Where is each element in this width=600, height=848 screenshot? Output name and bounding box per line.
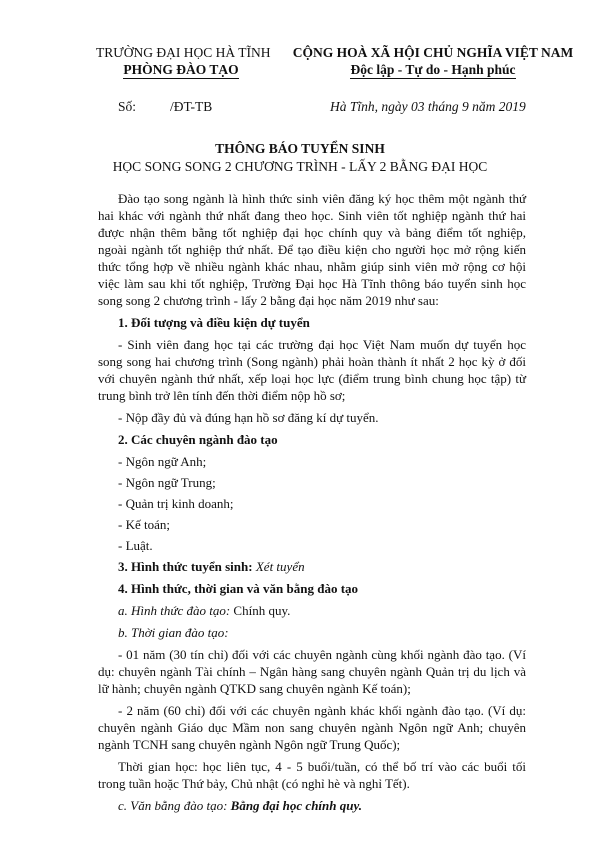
number-value: /ĐT-TB xyxy=(170,99,213,114)
document-subtitle: HỌC SONG SONG 2 CHƯƠNG TRÌNH - LẤY 2 BẰNG ĐẠI HỌC xyxy=(112,159,488,174)
title-block xyxy=(60,140,540,175)
section-4-heading: 4. Hình thức, thời gian và văn bằng đào tạo xyxy=(118,581,359,596)
document-number xyxy=(118,98,212,115)
department-name: PHÒNG ĐÀO TẠO xyxy=(123,62,239,77)
degree-label: c. Văn bằng đào tạo: xyxy=(118,798,228,813)
duration-other-group: - 2 năm (60 chỉ) đối với các chuyên ngành khác khối ngành đào tạo. (Ví dụ: chuyên ngành Giáo dục Mầm non sang chuyên ngành Ngôn ngữ Anh; chuyên ngành TCNH sang chuyên ngành Ngôn ngữ Trung Quốc); xyxy=(98,703,526,752)
list-item: - Ngôn ngữ Anh; xyxy=(118,454,207,469)
place-and-date: Hà Tĩnh, ngày 03 tháng 9 năm 2019 xyxy=(330,99,526,114)
training-form-label: a. Hình thức đào tạo: xyxy=(118,603,231,618)
country-name: CỘNG HOÀ XÃ HỘI CHỦ NGHĨA VIỆT NAM xyxy=(292,45,574,60)
list-item: - Luật. xyxy=(118,538,153,553)
section-1-paragraph-2: - Nộp đầy đủ và đúng hạn hồ sơ đăng kí dự tuyển. xyxy=(118,410,379,425)
issuing-organization xyxy=(96,44,271,79)
admission-method: Xét tuyển xyxy=(255,559,305,574)
degree-value: Bằng đại học chính quy. xyxy=(230,798,363,813)
training-duration-label: b. Thời gian đào tạo: xyxy=(118,625,229,640)
majors-list xyxy=(98,453,526,554)
degree-line xyxy=(98,797,526,814)
study-schedule: Thời gian học: học liên tục, 4 - 5 buổi/tuần, có thể bố trí vào các buổi tối trong tuần hoặc Thứ bảy, Chủ nhật (có nghỉ hè và nghỉ Tết). xyxy=(98,759,526,791)
section-2-heading: 2. Các chuyên ngành đào tạo xyxy=(118,432,278,447)
training-form-value: Chính quy. xyxy=(233,603,291,618)
list-item: - Kế toán; xyxy=(118,517,170,532)
section-1-paragraph-1: - Sinh viên đang học tại các trường đại học Việt Nam muốn dự tuyển học song song hai chương trình (Song ngành) phải hoàn thành ít nhất 2 học kỳ ở đối với chuyên ngành thứ nhất, xếp loại học lực (điểm trung bình chung học tập) từ trung bình trở lên tính đến thời điểm nộp hồ sơ; xyxy=(98,337,526,403)
national-header xyxy=(288,44,578,79)
national-motto: Độc lập - Tự do - Hạnh phúc xyxy=(350,62,516,77)
section-1-heading: 1. Đối tượng và điều kiện dự tuyển xyxy=(118,315,310,330)
training-form-line xyxy=(98,602,526,619)
number-label: Số: xyxy=(118,99,137,114)
list-item: - Quản trị kinh doanh; xyxy=(118,496,234,511)
list-item: - Ngôn ngữ Trung; xyxy=(118,475,216,490)
document-body xyxy=(98,190,526,819)
section-3-heading: 3. Hình thức tuyển sinh xyxy=(118,559,249,574)
intro-paragraph: Đào tạo song ngành là hình thức sinh viên đăng ký học thêm một ngành thứ hai khác với ngành thứ nhất đang theo học. Sinh viên tốt nghiệp ngành thứ hai được nhận thêm bằng tốt nghiệp đại học chính quy và bảng điểm tốt nghiệp, ngoài ngành tốt nghiệp thứ nhất. Để tạo điều kiện cho người học mở rộng kiến thức tổng hợp về nhiều ngành khác nhau, nhằm giúp sinh viên mở rộng cơ hội việc làm sau khi tốt nghiệp, Trường Đại học Hà Tĩnh thông báo tuyển sinh học song song 2 chương trình - lấy 2 bằng đại học năm 2019 như sau: xyxy=(98,191,526,308)
duration-same-group: - 01 năm (30 tín chỉ) đối với các chuyên ngành cùng khối ngành đào tạo. (Ví dụ: chuyên ngành Tài chính – Ngân hàng sang chuyên ngành Quản trị du lịch và lữ hành; chuyên ngành QTKD sang chuyên ngành Kế toán); xyxy=(98,647,526,696)
section-3-line: 3. Hình thức tuyển sinh: Xét tuyển xyxy=(118,559,305,574)
university-name: TRƯỜNG ĐẠI HỌC HÀ TĨNH xyxy=(96,45,271,60)
document-title: THÔNG BÁO TUYỂN SINH xyxy=(215,141,385,156)
